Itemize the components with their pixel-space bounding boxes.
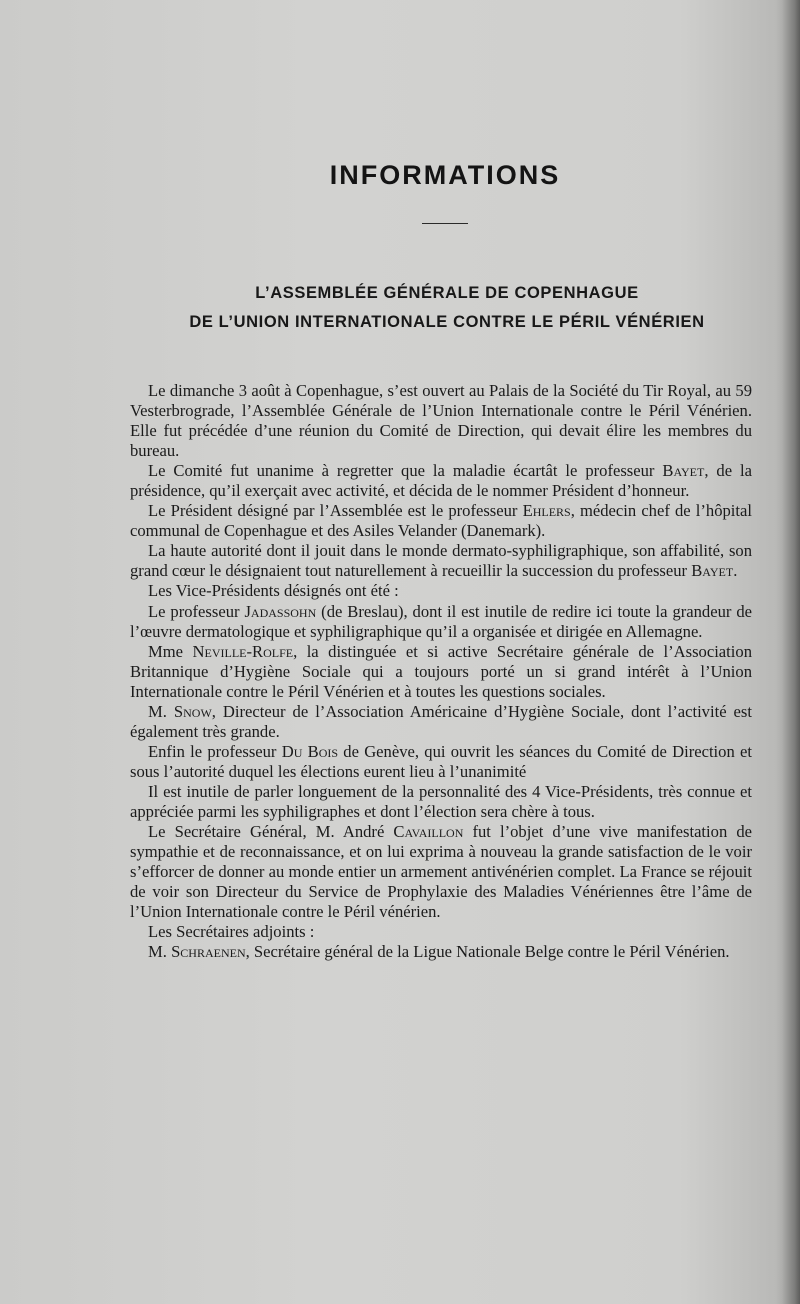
person-name: Cavaillon [393,822,464,842]
paragraph-text: La haute autorité dont il jouit dans le monde dermato-syphiligraphique, son affabilité, son grand cœur le désignaient tout naturellement à recueillir la succession du professeur [130,541,752,581]
paragraph-text: M. [148,942,172,962]
paragraph-authority [130,541,752,581]
person-name: Schraenen [171,942,246,962]
paragraph-president [130,501,752,541]
paragraph-committee [130,461,752,501]
paragraph-neville-rolfe [130,642,752,702]
paragraph-text: , Directeur de l’Association Américaine d’Hygiène Sociale, dont l’activité est également très grande. [130,701,752,741]
paragraph-text: Le professeur [148,601,245,621]
paragraph-schraenen [130,942,752,962]
paragraph-text: fut l’objet d’une vive manifestation de sympathie et de reconnaissance, et on lui exprima à nouveau la grande satisfaction de le voir s’efforcer de donner au monde entier un armement antivénérien complet. La France se réjouit de voir son Directeur du Service de Prophylaxie des Maladies Vénériennes être l’âme de l’Union Internationale contre le Péril vénérien. [130,822,752,922]
paragraph-jadassohn [130,602,752,642]
paragraph-text: . [733,561,738,581]
paragraph-opening: Le dimanche 3 août à Copenhague, s’est ouvert au Palais de la Société du Tir Royal, au 59 Vesterbrograde, l’Assemblée Générale de l’Union Internationale contre le Péril Vénérien. Elle fut précédée d’une réunion du Comité de Direction, qui devait élire les membres du bureau. [130,381,752,461]
section-heading-line2: DE L’UNION INTERNATIONALE CONTRE LE PÉRIL VÉNÉRIEN [189,313,705,331]
paragraph-text: Le Comité fut unanime à regretter que la maladie écartât le professeur [148,461,663,481]
paragraph-snow [130,702,752,742]
person-name: Bayet [662,461,705,481]
paragraph-text: , Secrétaire général de la Ligue Nationale Belge contre le Péril Vénérien. [245,942,730,962]
paragraph-text: Le Secrétaire Général, M. André [148,822,394,842]
paragraph-text: , la distinguée et si active Secrétaire générale de l’Association Britannique d’Hygiène Sociale qui a toujours porté un si grand intérêt à l’Union Internationale contre le Péril Vénérien et à toutes les questions sociales. [130,641,752,701]
paragraph-text: , médecin chef de l’hôpital communal de Copenhague et des Asiles Velander (Danemark). [130,501,752,541]
paragraph-text: de Genève, qui ouvrit les séances du Comité de Direction et sous l’autorité duquel les élections eurent lieu à l’unanimité [130,741,752,781]
person-name: Jadassohn [244,601,317,621]
title-rule [422,223,468,224]
person-name: Neville-Rolfe [192,641,294,661]
paragraph-du-bois [130,742,752,782]
section-heading-line1: L’ASSEMBLÉE GÉNÉRALE DE COPENHAGUE [255,284,639,302]
paragraph-text: (de Breslau), dont il est inutile de redire ici toute la grandeur de l’œuvre dermatologique et syphiligraphique qu’il a organisée et dirigée en Allemagne. [130,601,752,641]
person-name: Du Bois [281,741,339,761]
paragraph-personality: Il est inutile de parler longuement de la personnalité des 4 Vice-Présidents, très connue et appréciée parmi les syphiligraphes et dont l’élection sera chère à tous. [130,781,752,821]
paragraph-text: Le Président désigné par l’Assemblée est le professeur [148,501,523,521]
person-name: Snow [173,701,212,721]
paragraph-text: , de la présidence, qu’il exerçait avec activité, et décida de le nommer Président d’honneur. [130,461,752,501]
paragraph-adjoints: Les Secrétaires adjoints : [148,922,315,942]
page-title: INFORMATIONS [329,160,561,190]
person-name: Bayet [691,561,734,581]
paragraph-text: Enfin le professeur [148,741,282,761]
binding-shadow [782,0,800,1304]
article-body [130,381,752,962]
person-name: Ehlers [522,501,571,521]
paragraph-vice-presidents: Les Vice-Présidents désignés ont été : [148,581,399,601]
paragraph-text: Mme [148,641,193,661]
paragraph-text: M. [148,701,174,721]
paragraph-secretary-general [130,822,752,922]
